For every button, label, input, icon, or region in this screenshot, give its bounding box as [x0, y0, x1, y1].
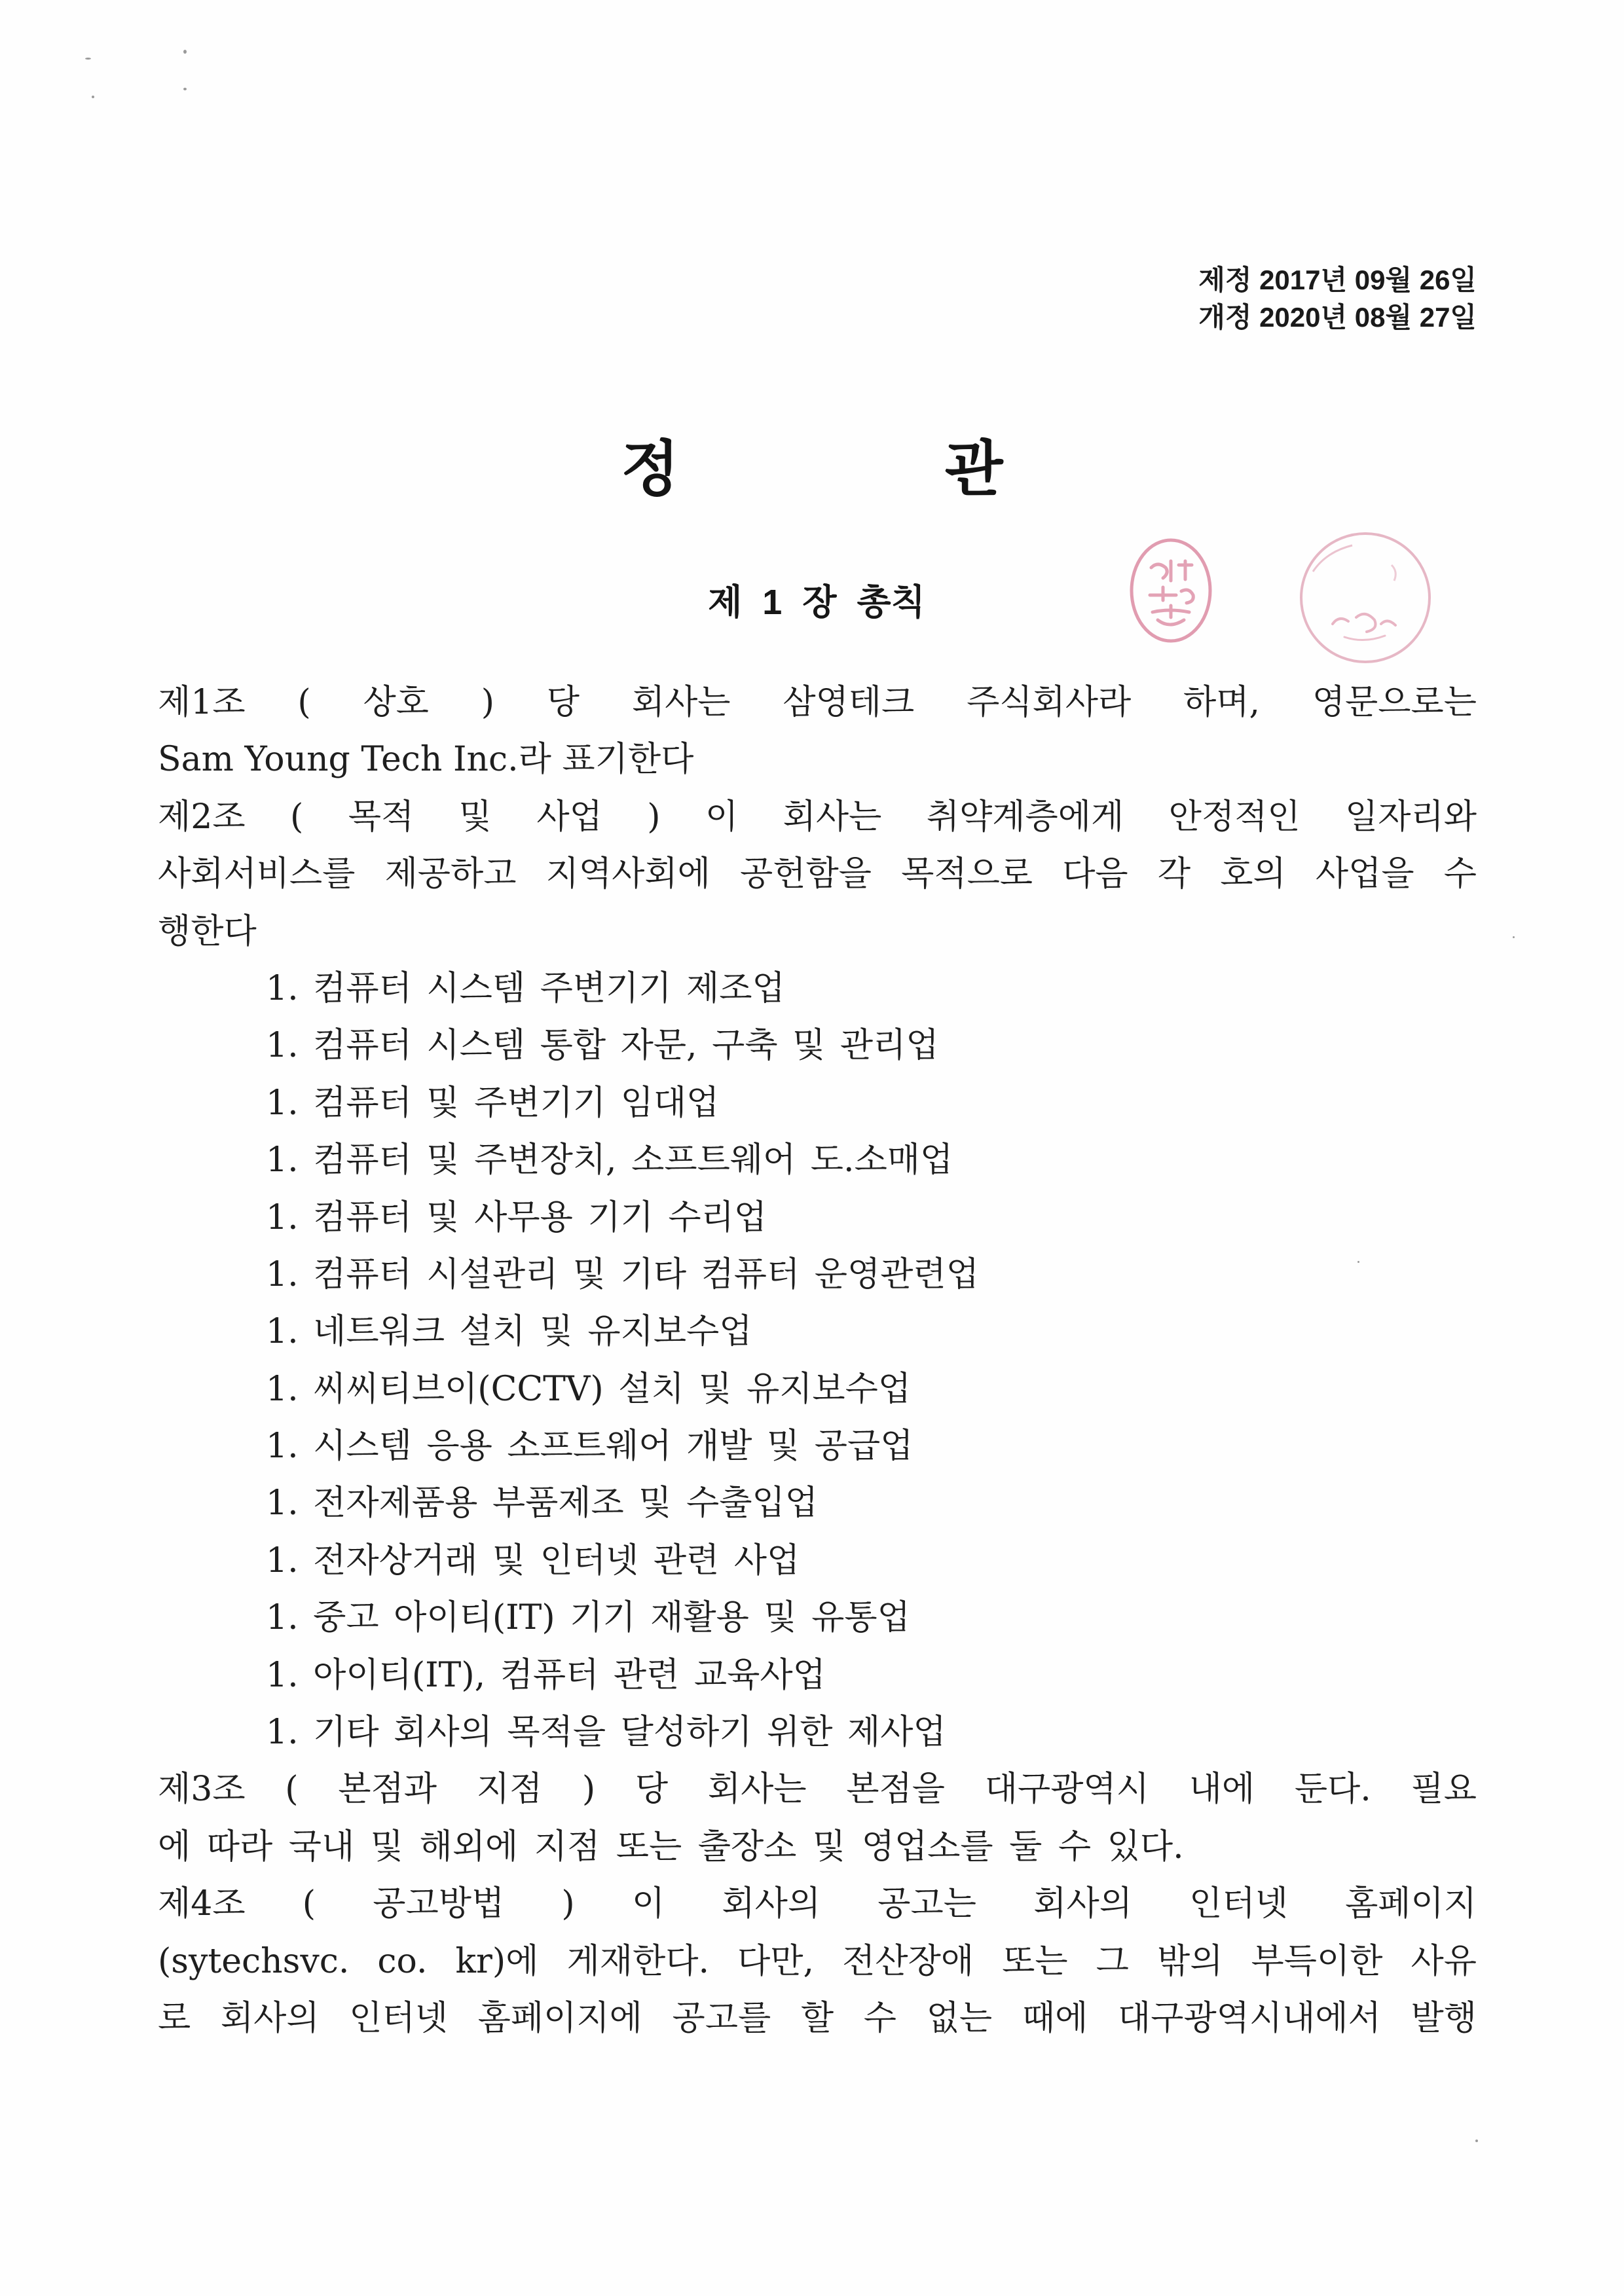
seal-stamp-round [1293, 526, 1437, 670]
article-1-line-2: Sam Young Tech Inc.라 표기한다 [158, 740, 694, 780]
article-2-line-3: 행한다 [158, 911, 257, 951]
amendment-date: 개정 2020년 08월 27일 [1198, 302, 1477, 333]
business-item: 1. 중고 아이티(IT) 기기 재활용 및 유통업 [266, 1598, 910, 1638]
scan-speck [85, 58, 91, 60]
chapter-title: 제 1 장 총칙 [708, 583, 925, 622]
article-4-line-2: (sytechsvc. co. kr)에 게재한다. 다만, 전산장애 또는 그 밖의 부득이한 사유 [158, 1941, 1477, 1981]
scan-speck [183, 50, 187, 54]
article-4-line-1: 제4조 ( 공고방법 ) 이 회사의 공고는 회사의 인터넷 홈페이지 [158, 1884, 1477, 1924]
business-item: 1. 컴퓨터 시설관리 및 기타 컴퓨터 운영관련업 [266, 1254, 979, 1294]
article-4-line-3: 로 회사의 인터넷 홈페이지에 공고를 할 수 없는 때에 대구광역시내에서 발행 [158, 1998, 1477, 2038]
scan-speck [92, 96, 94, 98]
business-item: 1. 아이티(IT), 컴퓨터 관련 교육사업 [266, 1655, 826, 1695]
article-3-line-1: 제3조 ( 본점과 지점 ) 당 회사는 본점을 대구광역시 내에 둔다. 필요 [158, 1770, 1477, 1810]
scan-speck [1475, 2140, 1478, 2142]
scan-speck [1513, 936, 1515, 938]
business-item: 1. 컴퓨터 및 주변장치, 소프트웨어 도.소매업 [266, 1140, 953, 1180]
document-title: 정 관 [621, 436, 1003, 503]
business-item: 1. 컴퓨터 및 사무용 기기 수리업 [266, 1197, 767, 1237]
article-1-line-1: 제1조 ( 상호 ) 당 회사는 삼영테크 주식회사라 하며, 영문으로는 [158, 683, 1477, 722]
business-item: 1. 전자제품용 부품제조 및 수출입업 [266, 1484, 818, 1523]
article-3-line-2: 에 따라 국내 및 해외에 지점 또는 출장소 및 영업소를 둘 수 있다. [158, 1827, 1184, 1867]
business-item: 1. 컴퓨터 시스템 주변기기 제조업 [266, 968, 785, 1008]
business-item: 1. 네트워크 설치 및 유지보수업 [266, 1312, 752, 1352]
articles-body [158, 674, 1477, 2047]
business-item: 1. 시스템 응용 소프트웨어 개발 및 공급업 [266, 1427, 913, 1467]
business-item: 1. 컴퓨터 및 주변기기 임대업 [266, 1083, 720, 1123]
business-item: 1. 기타 회사의 목적을 달성하기 위한 제사업 [266, 1713, 946, 1753]
business-item: 1. 전자상거래 및 인터넷 관련 사업 [266, 1540, 800, 1580]
seal-stamp-oval [1125, 535, 1217, 646]
enactment-date: 제정 2017년 09월 26일 [1198, 264, 1477, 295]
business-item: 1. 씨씨티브이(CCTV) 설치 및 유지보수업 [266, 1369, 912, 1409]
scan-speck [183, 88, 187, 90]
article-2-line-2: 사회서비스를 제공하고 지역사회에 공헌함을 목적으로 다음 각 호의 사업을 수 [158, 854, 1477, 894]
article-2-line-1: 제2조 ( 목적 및 사업 ) 이 회사는 취약계층에게 안정적인 일자리와 [158, 797, 1477, 837]
business-item: 1. 컴퓨터 시스템 통합 자문, 구축 및 관리업 [266, 1026, 939, 1066]
